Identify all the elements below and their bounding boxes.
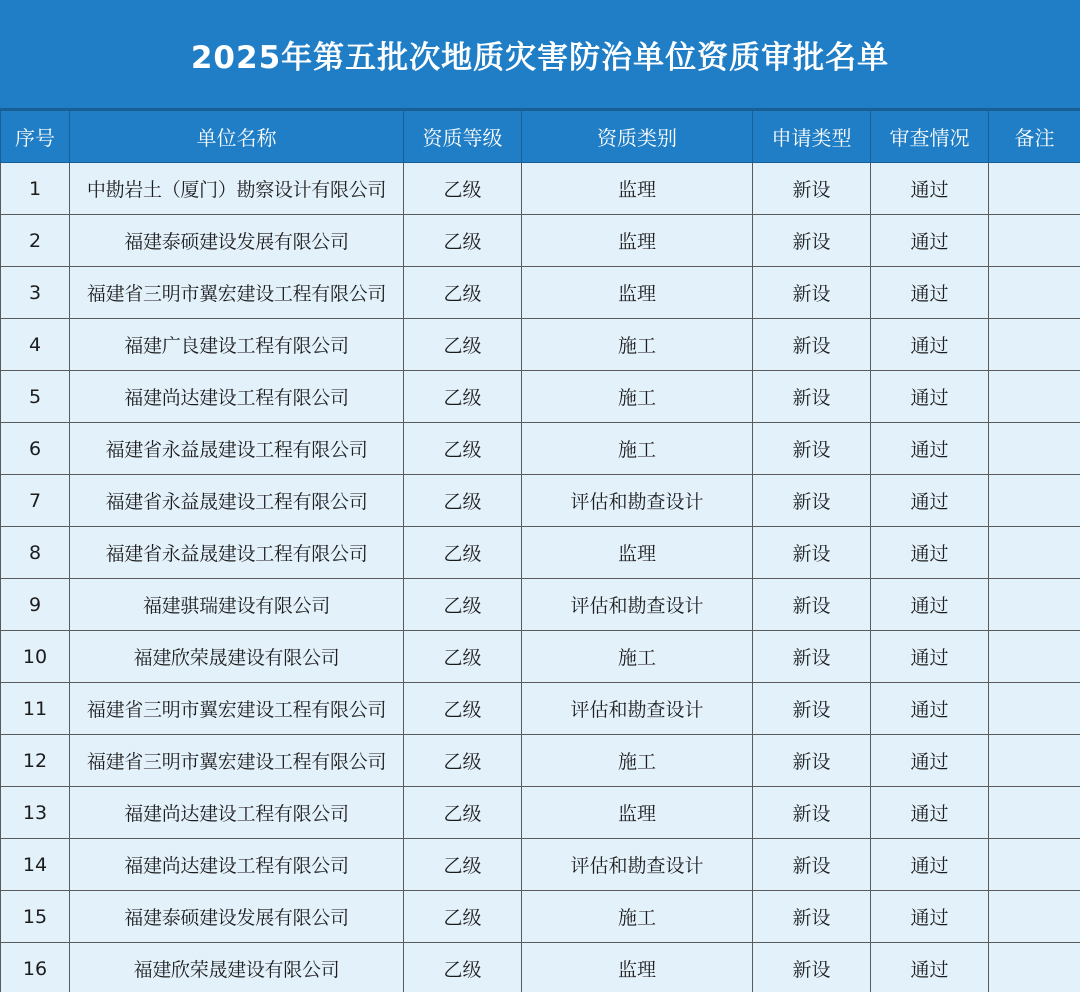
- cell-seq: 13: [1, 787, 70, 839]
- cell-seq: 4: [1, 319, 70, 371]
- cell-application-type: 新设: [753, 319, 871, 371]
- cell-seq: 9: [1, 579, 70, 631]
- cell-seq: 11: [1, 683, 70, 735]
- cell-qualification-category: 评估和勘查设计: [522, 683, 753, 735]
- cell-application-type: 新设: [753, 215, 871, 267]
- table-row: [1, 943, 1080, 992]
- cell-application-type: 新设: [753, 267, 871, 319]
- cell-seq: 8: [1, 527, 70, 579]
- cell-review-status: 通过: [871, 631, 989, 683]
- cell-application-type: 新设: [753, 683, 871, 735]
- cell-review-status: 通过: [871, 579, 989, 631]
- cell-qualification-category: 监理: [522, 527, 753, 579]
- cell-unit-name: 福建欣荣晟建设有限公司: [70, 631, 404, 683]
- cell-review-status: 通过: [871, 839, 989, 891]
- cell-note: [989, 267, 1080, 319]
- cell-application-type: 新设: [753, 579, 871, 631]
- cell-application-type: 新设: [753, 631, 871, 683]
- cell-note: [989, 683, 1080, 735]
- cell-qualification-grade: 乙级: [404, 891, 522, 943]
- cell-application-type: 新设: [753, 943, 871, 992]
- cell-unit-name: 福建省三明市翼宏建设工程有限公司: [70, 735, 404, 787]
- cell-review-status: 通过: [871, 267, 989, 319]
- cell-application-type: 新设: [753, 735, 871, 787]
- cell-review-status: 通过: [871, 735, 989, 787]
- cell-qualification-grade: 乙级: [404, 683, 522, 735]
- cell-review-status: 通过: [871, 891, 989, 943]
- table-row: [1, 475, 1080, 527]
- cell-qualification-category: 监理: [522, 215, 753, 267]
- cell-note: [989, 423, 1080, 475]
- header-unit-name: 单位名称: [70, 111, 404, 163]
- cell-seq: 15: [1, 891, 70, 943]
- table-body: [1, 163, 1080, 992]
- cell-note: [989, 163, 1080, 215]
- cell-note: [989, 579, 1080, 631]
- cell-qualification-category: 评估和勘查设计: [522, 475, 753, 527]
- cell-seq: 7: [1, 475, 70, 527]
- cell-unit-name: 福建骐瑞建设有限公司: [70, 579, 404, 631]
- cell-application-type: 新设: [753, 891, 871, 943]
- table-row: [1, 423, 1080, 475]
- cell-qualification-grade: 乙级: [404, 319, 522, 371]
- cell-seq: 16: [1, 943, 70, 992]
- cell-qualification-category: 评估和勘查设计: [522, 579, 753, 631]
- cell-note: [989, 943, 1080, 992]
- cell-qualification-category: 施工: [522, 631, 753, 683]
- cell-unit-name: 福建省永益晟建设工程有限公司: [70, 423, 404, 475]
- cell-qualification-grade: 乙级: [404, 787, 522, 839]
- table-row: [1, 579, 1080, 631]
- table-row: [1, 215, 1080, 267]
- header-note: 备注: [989, 111, 1080, 163]
- cell-review-status: 通过: [871, 371, 989, 423]
- table-row: [1, 319, 1080, 371]
- table-row: [1, 891, 1080, 943]
- cell-note: [989, 215, 1080, 267]
- cell-application-type: 新设: [753, 475, 871, 527]
- cell-qualification-category: 施工: [522, 891, 753, 943]
- table-row: [1, 527, 1080, 579]
- cell-note: [989, 787, 1080, 839]
- cell-qualification-grade: 乙级: [404, 475, 522, 527]
- cell-application-type: 新设: [753, 839, 871, 891]
- cell-note: [989, 839, 1080, 891]
- cell-review-status: 通过: [871, 215, 989, 267]
- cell-note: [989, 475, 1080, 527]
- table-row: [1, 787, 1080, 839]
- cell-qualification-grade: 乙级: [404, 631, 522, 683]
- table-row: [1, 683, 1080, 735]
- cell-unit-name: 福建欣荣晟建设有限公司: [70, 943, 404, 992]
- cell-seq: 3: [1, 267, 70, 319]
- cell-unit-name: 福建泰硕建设发展有限公司: [70, 215, 404, 267]
- cell-seq: 5: [1, 371, 70, 423]
- cell-seq: 2: [1, 215, 70, 267]
- cell-application-type: 新设: [753, 371, 871, 423]
- cell-qualification-grade: 乙级: [404, 943, 522, 992]
- cell-qualification-category: 监理: [522, 267, 753, 319]
- cell-seq: 10: [1, 631, 70, 683]
- header-qualification-category: 资质类别: [522, 111, 753, 163]
- cell-note: [989, 371, 1080, 423]
- cell-qualification-category: 施工: [522, 319, 753, 371]
- cell-review-status: 通过: [871, 319, 989, 371]
- cell-seq: 1: [1, 163, 70, 215]
- cell-note: [989, 735, 1080, 787]
- cell-qualification-grade: 乙级: [404, 735, 522, 787]
- cell-review-status: 通过: [871, 527, 989, 579]
- cell-qualification-category: 施工: [522, 371, 753, 423]
- table-row: [1, 163, 1080, 215]
- cell-qualification-category: 施工: [522, 735, 753, 787]
- header-qualification-grade: 资质等级: [404, 111, 522, 163]
- cell-qualification-category: 施工: [522, 423, 753, 475]
- cell-review-status: 通过: [871, 423, 989, 475]
- cell-qualification-grade: 乙级: [404, 267, 522, 319]
- cell-note: [989, 891, 1080, 943]
- cell-unit-name: 福建省永益晟建设工程有限公司: [70, 527, 404, 579]
- cell-review-status: 通过: [871, 163, 989, 215]
- cell-unit-name: 福建尚达建设工程有限公司: [70, 787, 404, 839]
- cell-seq: 6: [1, 423, 70, 475]
- cell-application-type: 新设: [753, 527, 871, 579]
- table-row: [1, 735, 1080, 787]
- cell-application-type: 新设: [753, 163, 871, 215]
- cell-qualification-grade: 乙级: [404, 163, 522, 215]
- cell-qualification-grade: 乙级: [404, 371, 522, 423]
- cell-note: [989, 631, 1080, 683]
- cell-review-status: 通过: [871, 943, 989, 992]
- table-row: [1, 839, 1080, 891]
- table-row: [1, 371, 1080, 423]
- cell-qualification-grade: 乙级: [404, 215, 522, 267]
- cell-qualification-category: 监理: [522, 787, 753, 839]
- cell-qualification-grade: 乙级: [404, 423, 522, 475]
- cell-application-type: 新设: [753, 787, 871, 839]
- table-header-row: [1, 111, 1080, 163]
- cell-unit-name: 福建尚达建设工程有限公司: [70, 371, 404, 423]
- cell-review-status: 通过: [871, 787, 989, 839]
- cell-unit-name: 中勘岩土（厦门）勘察设计有限公司: [70, 163, 404, 215]
- approval-table: [0, 110, 1080, 992]
- header-application-type: 申请类型: [753, 111, 871, 163]
- table-row: [1, 267, 1080, 319]
- cell-unit-name: 福建省三明市翼宏建设工程有限公司: [70, 683, 404, 735]
- cell-qualification-category: 监理: [522, 943, 753, 992]
- cell-qualification-grade: 乙级: [404, 839, 522, 891]
- cell-qualification-category: 评估和勘查设计: [522, 839, 753, 891]
- cell-qualification-grade: 乙级: [404, 527, 522, 579]
- cell-seq: 14: [1, 839, 70, 891]
- cell-note: [989, 319, 1080, 371]
- cell-qualification-category: 监理: [522, 163, 753, 215]
- header-seq: 序号: [1, 111, 70, 163]
- cell-unit-name: 福建省永益晟建设工程有限公司: [70, 475, 404, 527]
- cell-review-status: 通过: [871, 475, 989, 527]
- header-review-status: 审查情况: [871, 111, 989, 163]
- cell-qualification-grade: 乙级: [404, 579, 522, 631]
- cell-unit-name: 福建泰硕建设发展有限公司: [70, 891, 404, 943]
- cell-unit-name: 福建尚达建设工程有限公司: [70, 839, 404, 891]
- cell-review-status: 通过: [871, 683, 989, 735]
- cell-application-type: 新设: [753, 423, 871, 475]
- page-title: 2025年第五批次地质灾害防治单位资质审批名单: [0, 0, 1080, 110]
- table-row: [1, 631, 1080, 683]
- cell-seq: 12: [1, 735, 70, 787]
- cell-unit-name: 福建省三明市翼宏建设工程有限公司: [70, 267, 404, 319]
- cell-note: [989, 527, 1080, 579]
- cell-unit-name: 福建广良建设工程有限公司: [70, 319, 404, 371]
